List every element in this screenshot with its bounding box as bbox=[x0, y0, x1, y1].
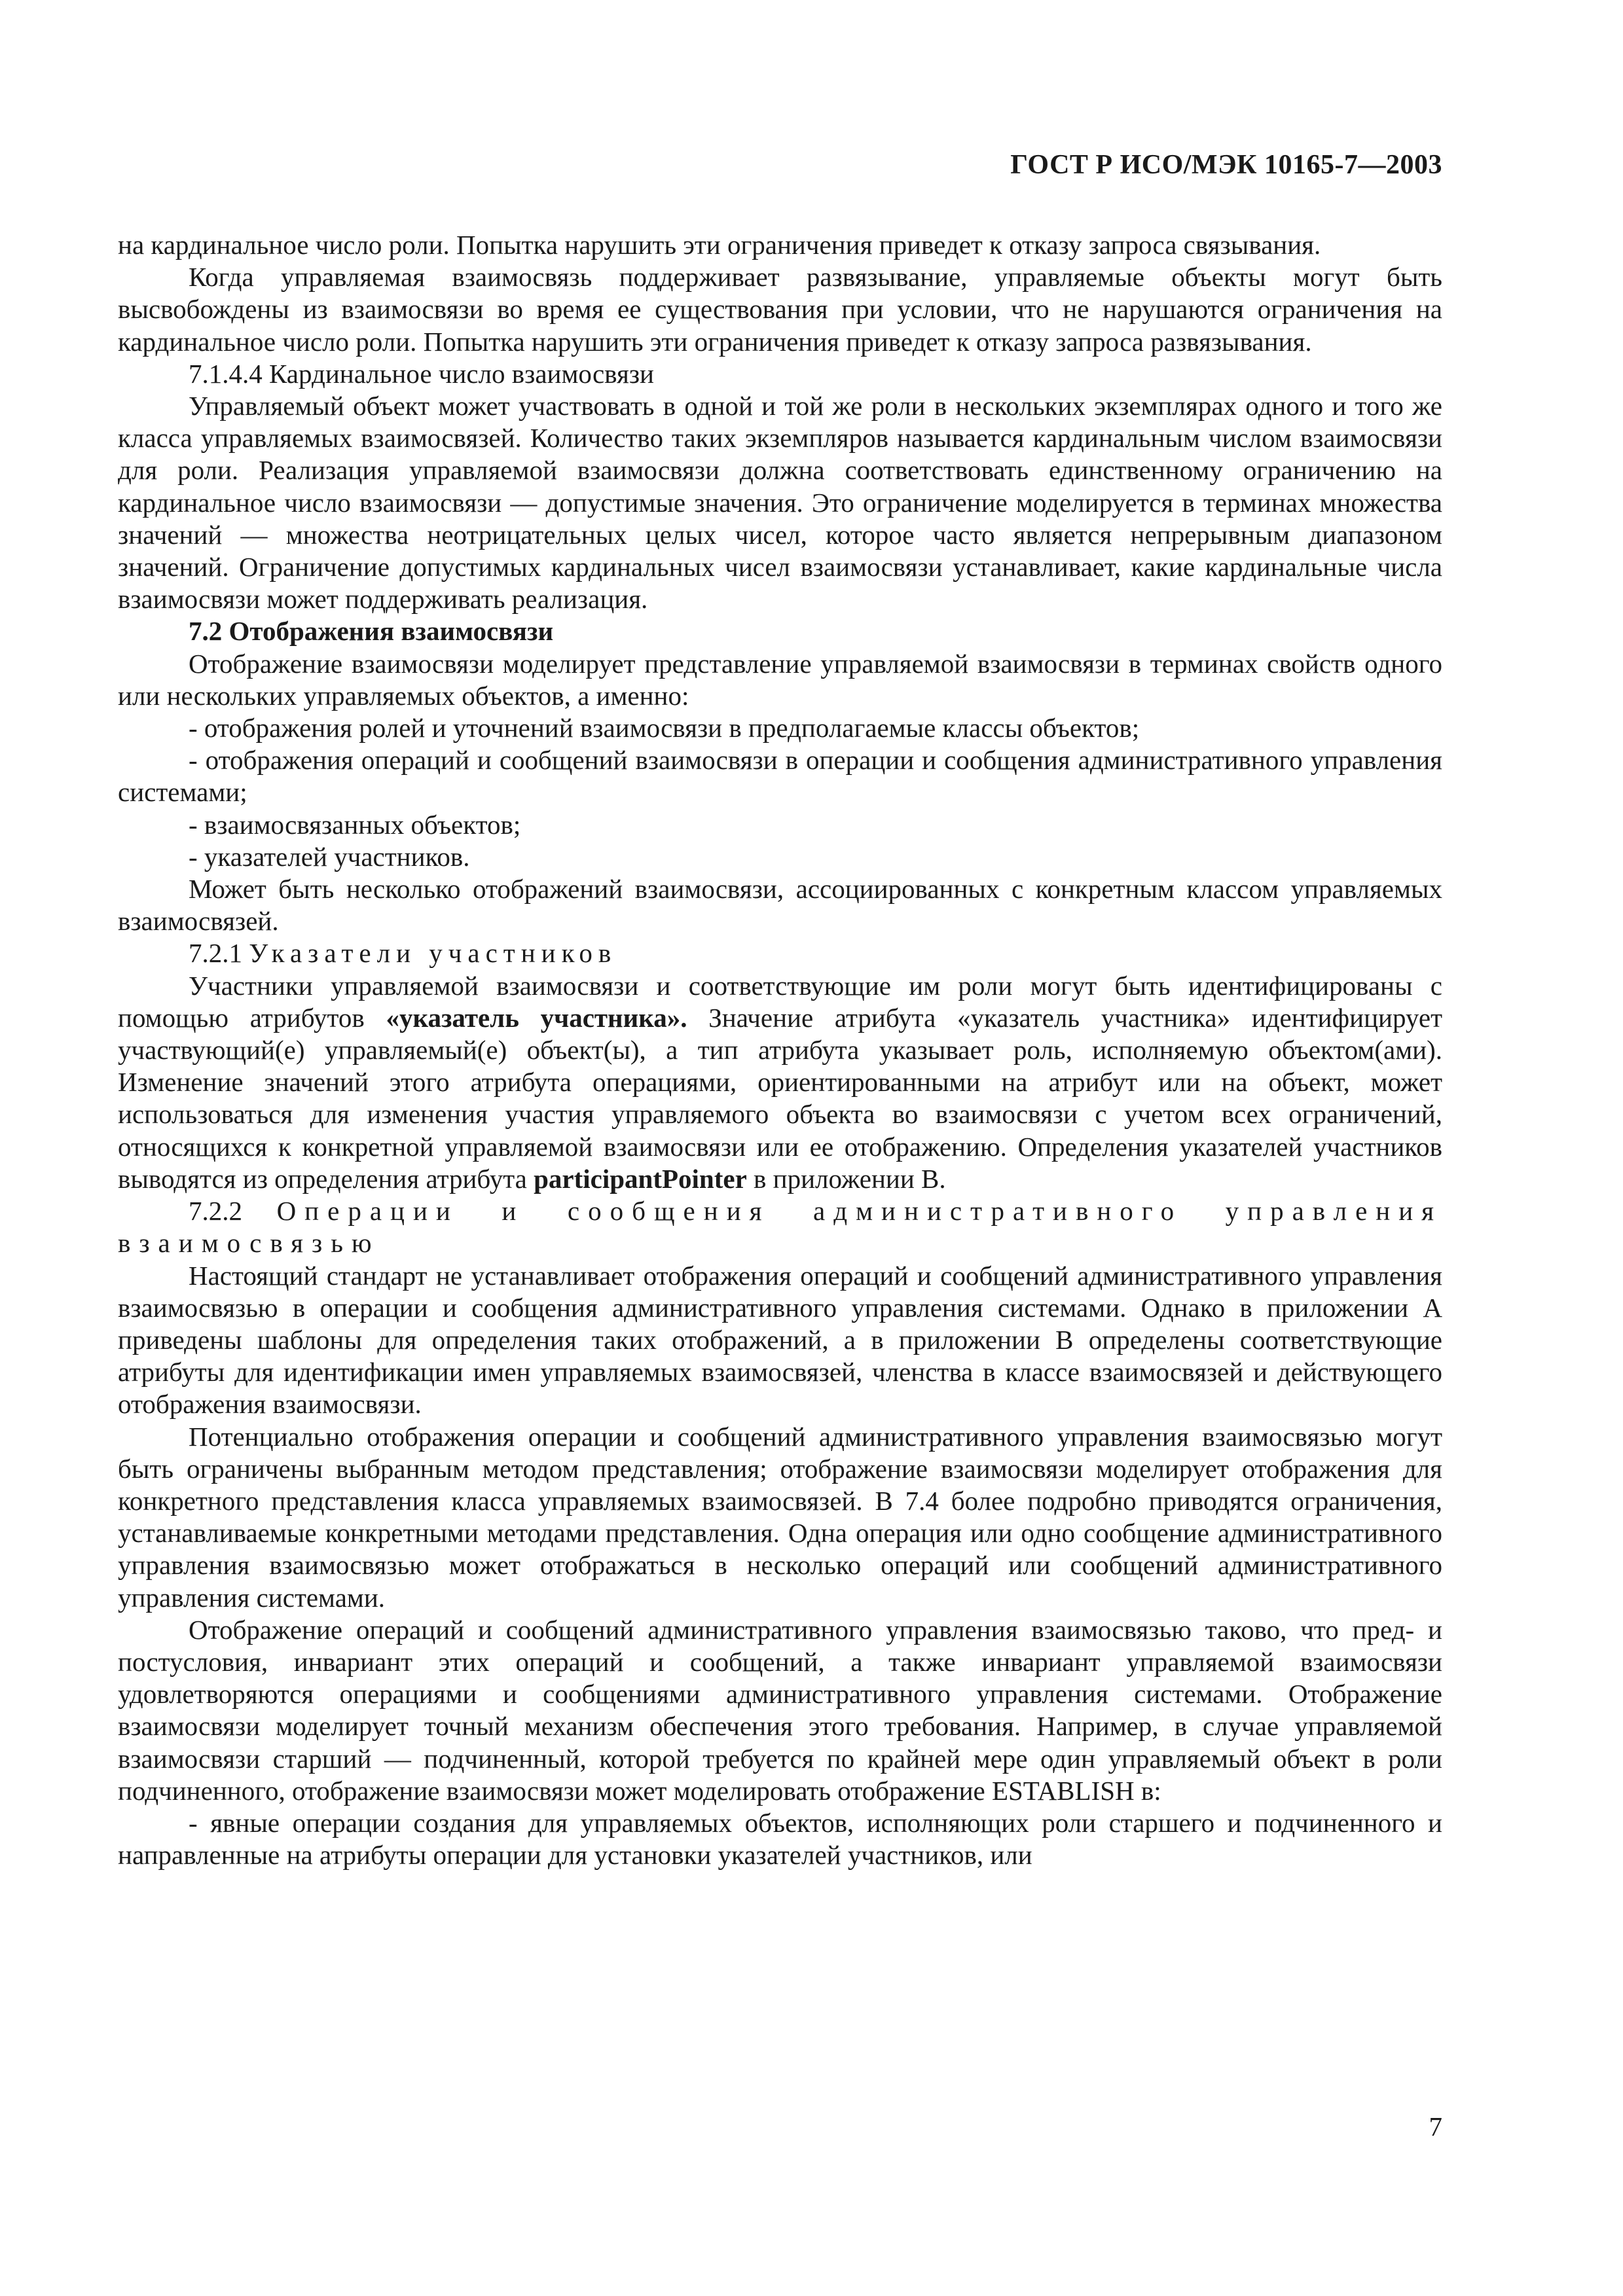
section-heading-7-2-2 bbox=[118, 1195, 1442, 1259]
text-run: Значение атрибута «указатель участника» идентифицирует участвующий(е) управляемый(е) объект(ы), а тип атрибута указывает роль, исполняемую объектом(ами). Изменение значений этого атрибута операциями, ориентированными на атрибут или на объект, может использоваться для изменения участия управляемого объекта во взаимосвязи с учетом всех ограничений, относящихся к конкретной управляемой взаимосвязи или ее отображению. Определения указателей участников выводятся из определения атрибута bbox=[118, 1002, 1442, 1194]
page-number: 7 bbox=[1429, 2111, 1442, 2142]
heading-title: Операции и сообщения административного управления взаимосвязью bbox=[118, 1196, 1443, 1259]
section-heading-7-2-1 bbox=[118, 937, 1442, 969]
paragraph: Настоящий стандарт не устанавливает отображения операций и сообщений административного управления взаимосвязью в операции и сообщения административного управления системами. Однако в приложении А приведены шаблоны для определения таких отображений, а в приложении В определены соответствующие атрибуты для идентификации имен управляемых взаимосвязей, членства в классе взаимосвязей и действующего отображения взаимосвязи. bbox=[118, 1260, 1442, 1420]
heading-number: 7.2.2 bbox=[189, 1196, 242, 1227]
list-item: - явные операции создания для управляемых объектов, исполняющих роли старшего и подчиненного и направленные на атрибуты операции для установки указателей участников, или bbox=[118, 1807, 1442, 1871]
bold-term: participantPointer bbox=[534, 1163, 747, 1194]
paragraph: Может быть несколько отображений взаимосвязи, ассоциированных с конкретным классом управляемых взаимосвязей. bbox=[118, 874, 1442, 937]
heading-title: Указатели участников bbox=[249, 938, 617, 969]
list-item: - отображения операций и сообщений взаимосвязи в операции и сообщения административного управления системами; bbox=[118, 745, 1442, 808]
paragraph: Отображение взаимосвязи моделирует представление управляемой взаимосвязи в терминах свойств одного или нескольких управляемых объектов, а именно: bbox=[118, 648, 1442, 711]
section-heading-7-1-4-4: 7.1.4.4 Кардинальное число взаимосвязи bbox=[189, 358, 654, 389]
list-item: - взаимосвязанных объектов; bbox=[189, 809, 521, 840]
paragraph: Когда управляемая взаимосвязь поддерживает развязывание, управляемые объекты могут быть высвобождены из взаимосвязи во время ее существования при условии, что не нарушаются ограничения на кардинальное число роли. Попытка нарушить эти ограничения приведет к отказу запроса развязывания. bbox=[118, 262, 1442, 357]
list-item: - указателей участников. bbox=[189, 841, 470, 872]
section-heading-7-2: 7.2 Отображения взаимосвязи bbox=[189, 616, 554, 647]
paragraph: Потенциально отображения операции и сообщений административного управления взаимосвязью могут быть ограничены выбранным методом представления; отображение взаимосвязи моделирует отображения для конкретного представления класса управляемых взаимосвязей. В 7.4 более подробно приводятся ограничения, устанавливаемые конкретными методами представления. Одна операция или одно сообщение административного управления взаимосвязью может отображаться в несколько операций или сообщений административного управления системами. bbox=[118, 1421, 1442, 1613]
text-run: Участники управляемой взаимосвязи и соответствующие им роли могут быть идентифицированы с помощью атрибутов bbox=[118, 970, 1442, 1033]
paragraph: Управляемый объект может участвовать в одной и той же роли в нескольких экземплярах одного и того же класса управляемых взаимосвязей. Количество таких экземпляров называется кардинальным числом взаимосвязи для роли. Реализация управляемой взаимосвязи должна соответствовать единственному ограничению на кардинальное число взаимосвязи — допустимые значения. Это ограничение моделируется в терминах множества значений — множества неотрицательных целых чисел, которое часто является непрерывным диапазоном значений. Ограничение допустимых кардинальных чисел взаимосвязи устанавливает, какие кардинальные числа взаимосвязи может поддерживать реализация. bbox=[118, 391, 1442, 615]
document-header-code: ГОСТ Р ИСО/МЭК 10165-7—2003 bbox=[1010, 150, 1442, 180]
bold-term: «указатель участника». bbox=[386, 1002, 687, 1033]
document-body bbox=[118, 229, 1442, 1871]
list-item: - отображения ролей и уточнений взаимосвязи в предполагаемые классы объектов; bbox=[189, 713, 1140, 744]
text-run: в приложении В. bbox=[746, 1163, 946, 1194]
paragraph: Отображение операций и сообщений административного управления взаимосвязью таково, что пред- и постусловия, инвариант этих операций и сообщений, а также инвариант управляемой взаимосвязи удовлетворяются операциями и сообщениями административного управления системами. Отображение взаимосвязи моделирует точный механизм обеспечения этого требования. Например, в случае управляемой взаимосвязи старший — подчиненный, которой требуется по крайней мере один управляемый объект в роли подчиненного, отображение взаимосвязи может моделировать отображение ESTABLISH в: bbox=[118, 1614, 1442, 1806]
heading-number: 7.2.1 bbox=[189, 938, 242, 969]
paragraph bbox=[118, 970, 1442, 1195]
paragraph: на кардинальное число роли. Попытка нарушить эти ограничения приведет к отказу запроса связывания. bbox=[118, 230, 1321, 260]
